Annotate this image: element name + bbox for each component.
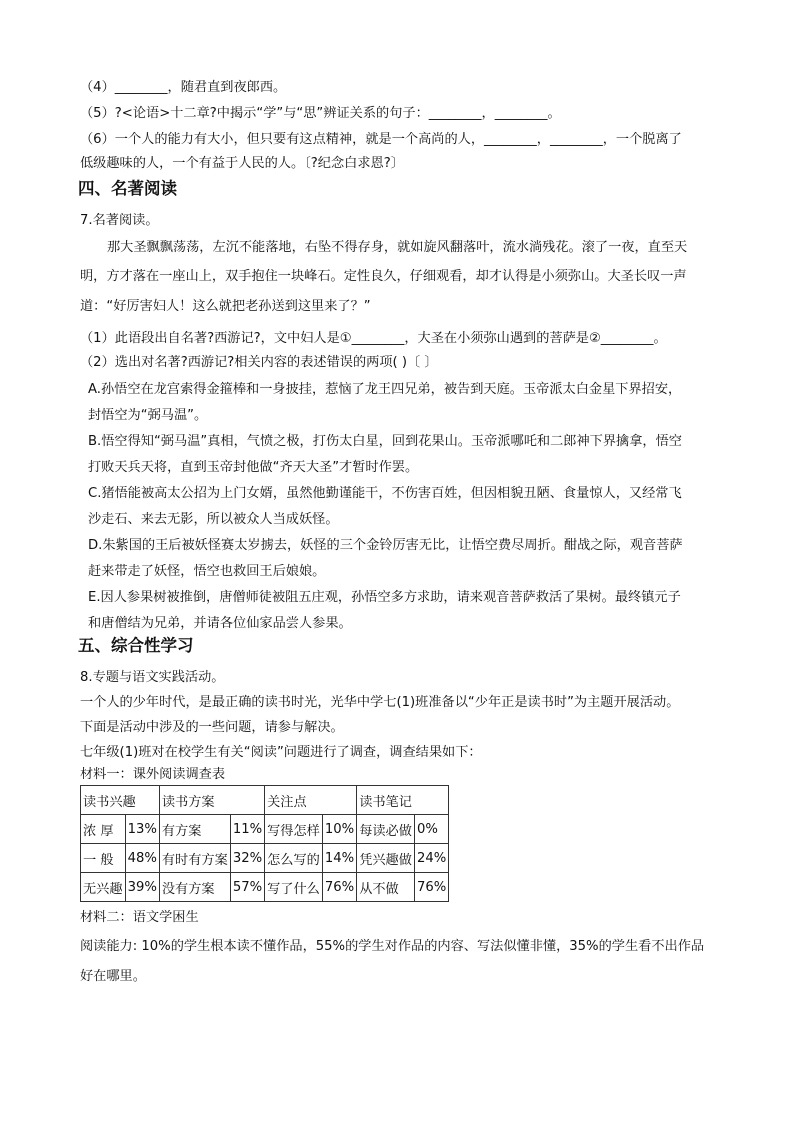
table-cell: 有方案 — [159, 815, 230, 844]
option-d-line-2: 赶来带走了妖怪，悟空也救回王后娘娘。 — [88, 564, 326, 579]
table-cell: 10% — [322, 815, 356, 844]
option-c-line-1: C.猪悟能被高太公招为上门女婿，虽然他勤谨能干，不伤害百姓，但因相貌丑陋、食量惊人，又经常飞 — [88, 486, 682, 501]
table-cell: 浓 厚 — [81, 815, 126, 844]
option-a-line-2: 封悟空为“弼马温”。 — [88, 408, 208, 423]
reading-ability-line-2: 好在哪里。 — [80, 969, 146, 984]
table-cell: 57% — [230, 873, 264, 902]
reading-ability-line-1: 阅读能力: 10%的学生根本读不懂作品，55%的学生对作品的内容、写法似懂非懂，35%的学生看不出作品 — [80, 939, 705, 954]
table-row — [81, 844, 449, 873]
table-cell: 怎么写的 — [265, 844, 323, 873]
table-cell: 11% — [230, 815, 264, 844]
table-cell: 写了什么 — [265, 873, 323, 902]
table-cell: 76% — [322, 873, 356, 902]
intro-line-1: 一个人的少年时代，是最正确的读书时光，光华中学七(1)班准备以“少年正是读书时”为主题开展活动。 — [80, 695, 680, 710]
question-6-line-1: （6）一个人的能力有大小，但只要有这点精神，就是一个高尚的人，________，________，一个脱离了 — [80, 132, 682, 147]
question-7-2: （2）选出对名著?西游记?相关内容的表述错误的两项( )〔 〕 — [80, 355, 438, 370]
question-8: 8.专题与语文实践活动。 — [80, 670, 225, 685]
table-cell: 14% — [322, 844, 356, 873]
table-cell: 没有方案 — [159, 873, 230, 902]
option-b-line-2: 打败天兵天将，直到玉帝封他做“齐天大圣”才暂时作罢。 — [88, 460, 419, 475]
table-cell: 从不做 — [357, 873, 415, 902]
table-cell: 有时有方案 — [159, 844, 230, 873]
table-cell: 24% — [414, 844, 448, 873]
table-cell: 13% — [125, 815, 159, 844]
table-cell: 76% — [414, 873, 448, 902]
table-header: 读书笔记 — [357, 786, 449, 815]
option-c-line-2: 沙走石、来去无影，所以被众人当成妖怪。 — [88, 512, 339, 527]
passage-line-1: 那大圣飘飘荡荡，左沉不能落地，右坠不得存身，就如旋风翻落叶，流水淌残花。滚了一夜，直至天 — [107, 240, 688, 255]
table-cell: 0% — [414, 815, 448, 844]
table-cell: 写得怎样 — [265, 815, 323, 844]
material-2-label: 材料二：语文学困生 — [80, 910, 199, 925]
passage-line-3: 道：“好厉害妇人！这么就把老孙送到这里来了？” — [80, 299, 371, 314]
table-row — [81, 815, 449, 844]
table-header-row — [81, 786, 449, 815]
question-6-line-2: 低级趣味的人，一个有益于人民的人。〔?纪念白求恩?〕 — [80, 156, 404, 171]
question-4: （4）________，随君直到夜郎西。 — [80, 80, 287, 95]
section-5-heading: 五、综合性学习 — [78, 636, 194, 655]
intro-line-2: 下面是活动中涉及的一些问题，请参与解决。 — [80, 720, 344, 735]
table-header: 读书兴趣 — [81, 786, 160, 815]
question-7-1: （1）此语段出自名著?西游记?，文中妇人是①________，大圣在小须弥山遇到的菩萨是②________。 — [80, 331, 667, 346]
table-cell: 48% — [125, 844, 159, 873]
material-1-label: 材料一：课外阅读调查表 — [80, 767, 226, 782]
table-cell: 凭兴趣做 — [357, 844, 415, 873]
table-header: 关注点 — [265, 786, 357, 815]
question-7: 7.名著阅读。 — [80, 213, 159, 228]
option-b-line-1: B.悟空得知“弼马温”真相，气愤之极，打伤太白星，回到花果山。玉帝派哪吒和二郎神下界擒拿，悟空 — [88, 434, 682, 449]
option-e-line-1: E.因人参果树被推倒，唐僧师徒被阻五庄观，孙悟空多方求助，请来观音菩萨救活了果树。最终镇元子 — [88, 590, 681, 605]
option-d-line-1: D.朱紫国的王后被妖怪赛太岁掳去，妖怪的三个金铃厉害无比，让悟空费尽周折。酣战之际，观音菩萨 — [88, 538, 683, 553]
table-cell: 32% — [230, 844, 264, 873]
option-e-line-2: 和唐僧结为兄弟，并请各位仙家品尝人参果。 — [88, 616, 352, 631]
option-a-line-1: A.孙悟空在龙宫索得金箍棒和一身披挂，惹恼了龙王四兄弟，被告到天庭。玉帝派太白金星下界招安， — [88, 382, 682, 397]
table-cell: 39% — [125, 873, 159, 902]
passage-line-2: 明，方才落在一座山上，双手抱住一块峰石。定性良久，仔细观看，却才认得是小须弥山。大圣长叹一声 — [80, 269, 687, 284]
reading-survey-table — [80, 785, 449, 902]
question-5: （5）?<论语>十二章?中揭示“学”与“思”辨证关系的句子：________，________。 — [80, 106, 561, 121]
intro-line-3: 七年级(1)班对在校学生有关“阅读”问题进行了调查，调查结果如下： — [80, 745, 482, 760]
table-row — [81, 873, 449, 902]
table-cell: 每读必做 — [357, 815, 415, 844]
table-cell: 一 般 — [81, 844, 126, 873]
section-4-heading: 四、名著阅读 — [78, 179, 177, 198]
table-header: 读书方案 — [159, 786, 264, 815]
table-cell: 无兴趣 — [81, 873, 126, 902]
